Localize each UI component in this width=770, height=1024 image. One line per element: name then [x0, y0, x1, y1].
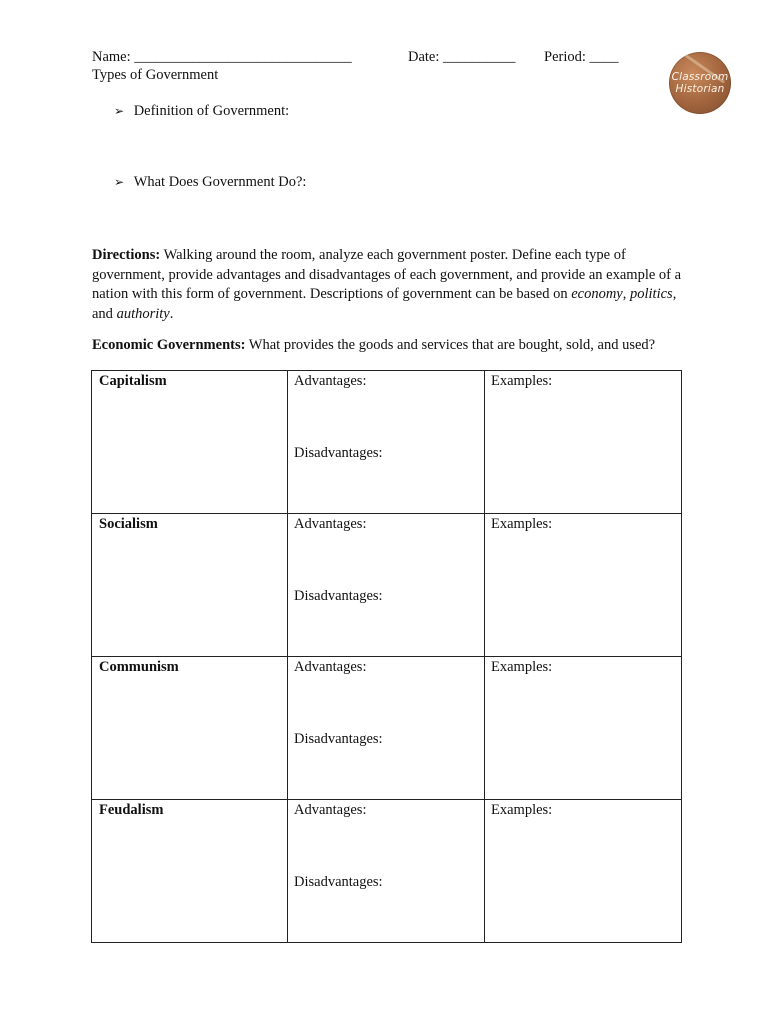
- examples-label: Examples:: [491, 516, 553, 532]
- government-types-table: [91, 370, 682, 943]
- table-row: [92, 514, 682, 657]
- directions-end: .: [169, 305, 174, 322]
- examples-cell: [485, 371, 682, 514]
- directions-text: Walking around the room, analyze each government poster. Define each type of government, provide advantages and disadvantages of each government, and provide an example of a nation with this form of government. Descriptions of government can be based on: [92, 247, 682, 302]
- examples-cell: [485, 657, 682, 800]
- directions-authority: authority: [116, 305, 170, 322]
- directions-paragraph: [92, 246, 692, 324]
- government-name-cell: [92, 371, 288, 514]
- advantages-cell: [288, 371, 485, 514]
- arrow-bullet-icon: ➢: [114, 175, 125, 189]
- disadvantages-label: Disadvantages:: [294, 588, 383, 604]
- disadvantages-label: Disadvantages:: [294, 731, 383, 747]
- examples-cell: [485, 514, 682, 657]
- advantages-cell: [288, 800, 485, 943]
- table-row: [92, 657, 682, 800]
- examples-label: Examples:: [491, 659, 553, 675]
- logo-line-1: Classroom: [671, 71, 729, 83]
- arrow-bullet-icon: ➢: [114, 104, 125, 118]
- government-name-cell: [92, 514, 288, 657]
- bullet-government-do-text: What Does Government Do?:: [133, 174, 307, 190]
- advantages-label: Advantages:: [294, 373, 367, 389]
- directions-sep: ,: [622, 286, 630, 302]
- table-row: [92, 800, 682, 943]
- examples-label: Examples:: [491, 802, 553, 818]
- advantages-label: Advantages:: [294, 659, 367, 675]
- date-field-label: Date: __________: [408, 49, 516, 65]
- advantages-label: Advantages:: [294, 802, 367, 818]
- directions-economy: economy: [571, 286, 623, 302]
- government-name: Feudalism: [99, 802, 164, 818]
- disadvantages-label: Disadvantages:: [294, 874, 383, 890]
- advantages-label: Advantages:: [294, 516, 367, 532]
- worksheet-subtitle: Types of Government: [92, 67, 219, 83]
- government-name: Communism: [99, 659, 179, 675]
- name-field-label: Name: ______________________________: [92, 49, 352, 65]
- directions-sep: , and: [92, 286, 677, 322]
- table-row: [92, 371, 682, 514]
- government-name-cell: [92, 800, 288, 943]
- economic-question: What provides the goods and services that are bought, sold, and used?: [245, 337, 656, 353]
- bullet-government-do: [114, 173, 306, 191]
- examples-cell: [485, 800, 682, 943]
- logo-line-2: Historian: [675, 83, 725, 95]
- government-name-cell: [92, 657, 288, 800]
- classroom-historian-logo: [669, 52, 731, 114]
- period-field-label: Period: ____: [544, 49, 619, 65]
- advantages-cell: [288, 514, 485, 657]
- government-name: Capitalism: [99, 373, 167, 389]
- bullet-definition: [114, 102, 289, 120]
- government-name: Socialism: [99, 516, 158, 532]
- economic-label: Economic Governments:: [92, 337, 246, 353]
- disadvantages-label: Disadvantages:: [294, 445, 383, 461]
- examples-label: Examples:: [491, 373, 553, 389]
- economic-governments-heading: [92, 336, 655, 354]
- bullet-definition-text: Definition of Government:: [133, 103, 290, 119]
- directions-label: Directions:: [92, 247, 161, 263]
- advantages-cell: [288, 657, 485, 800]
- directions-politics: politics: [629, 286, 673, 302]
